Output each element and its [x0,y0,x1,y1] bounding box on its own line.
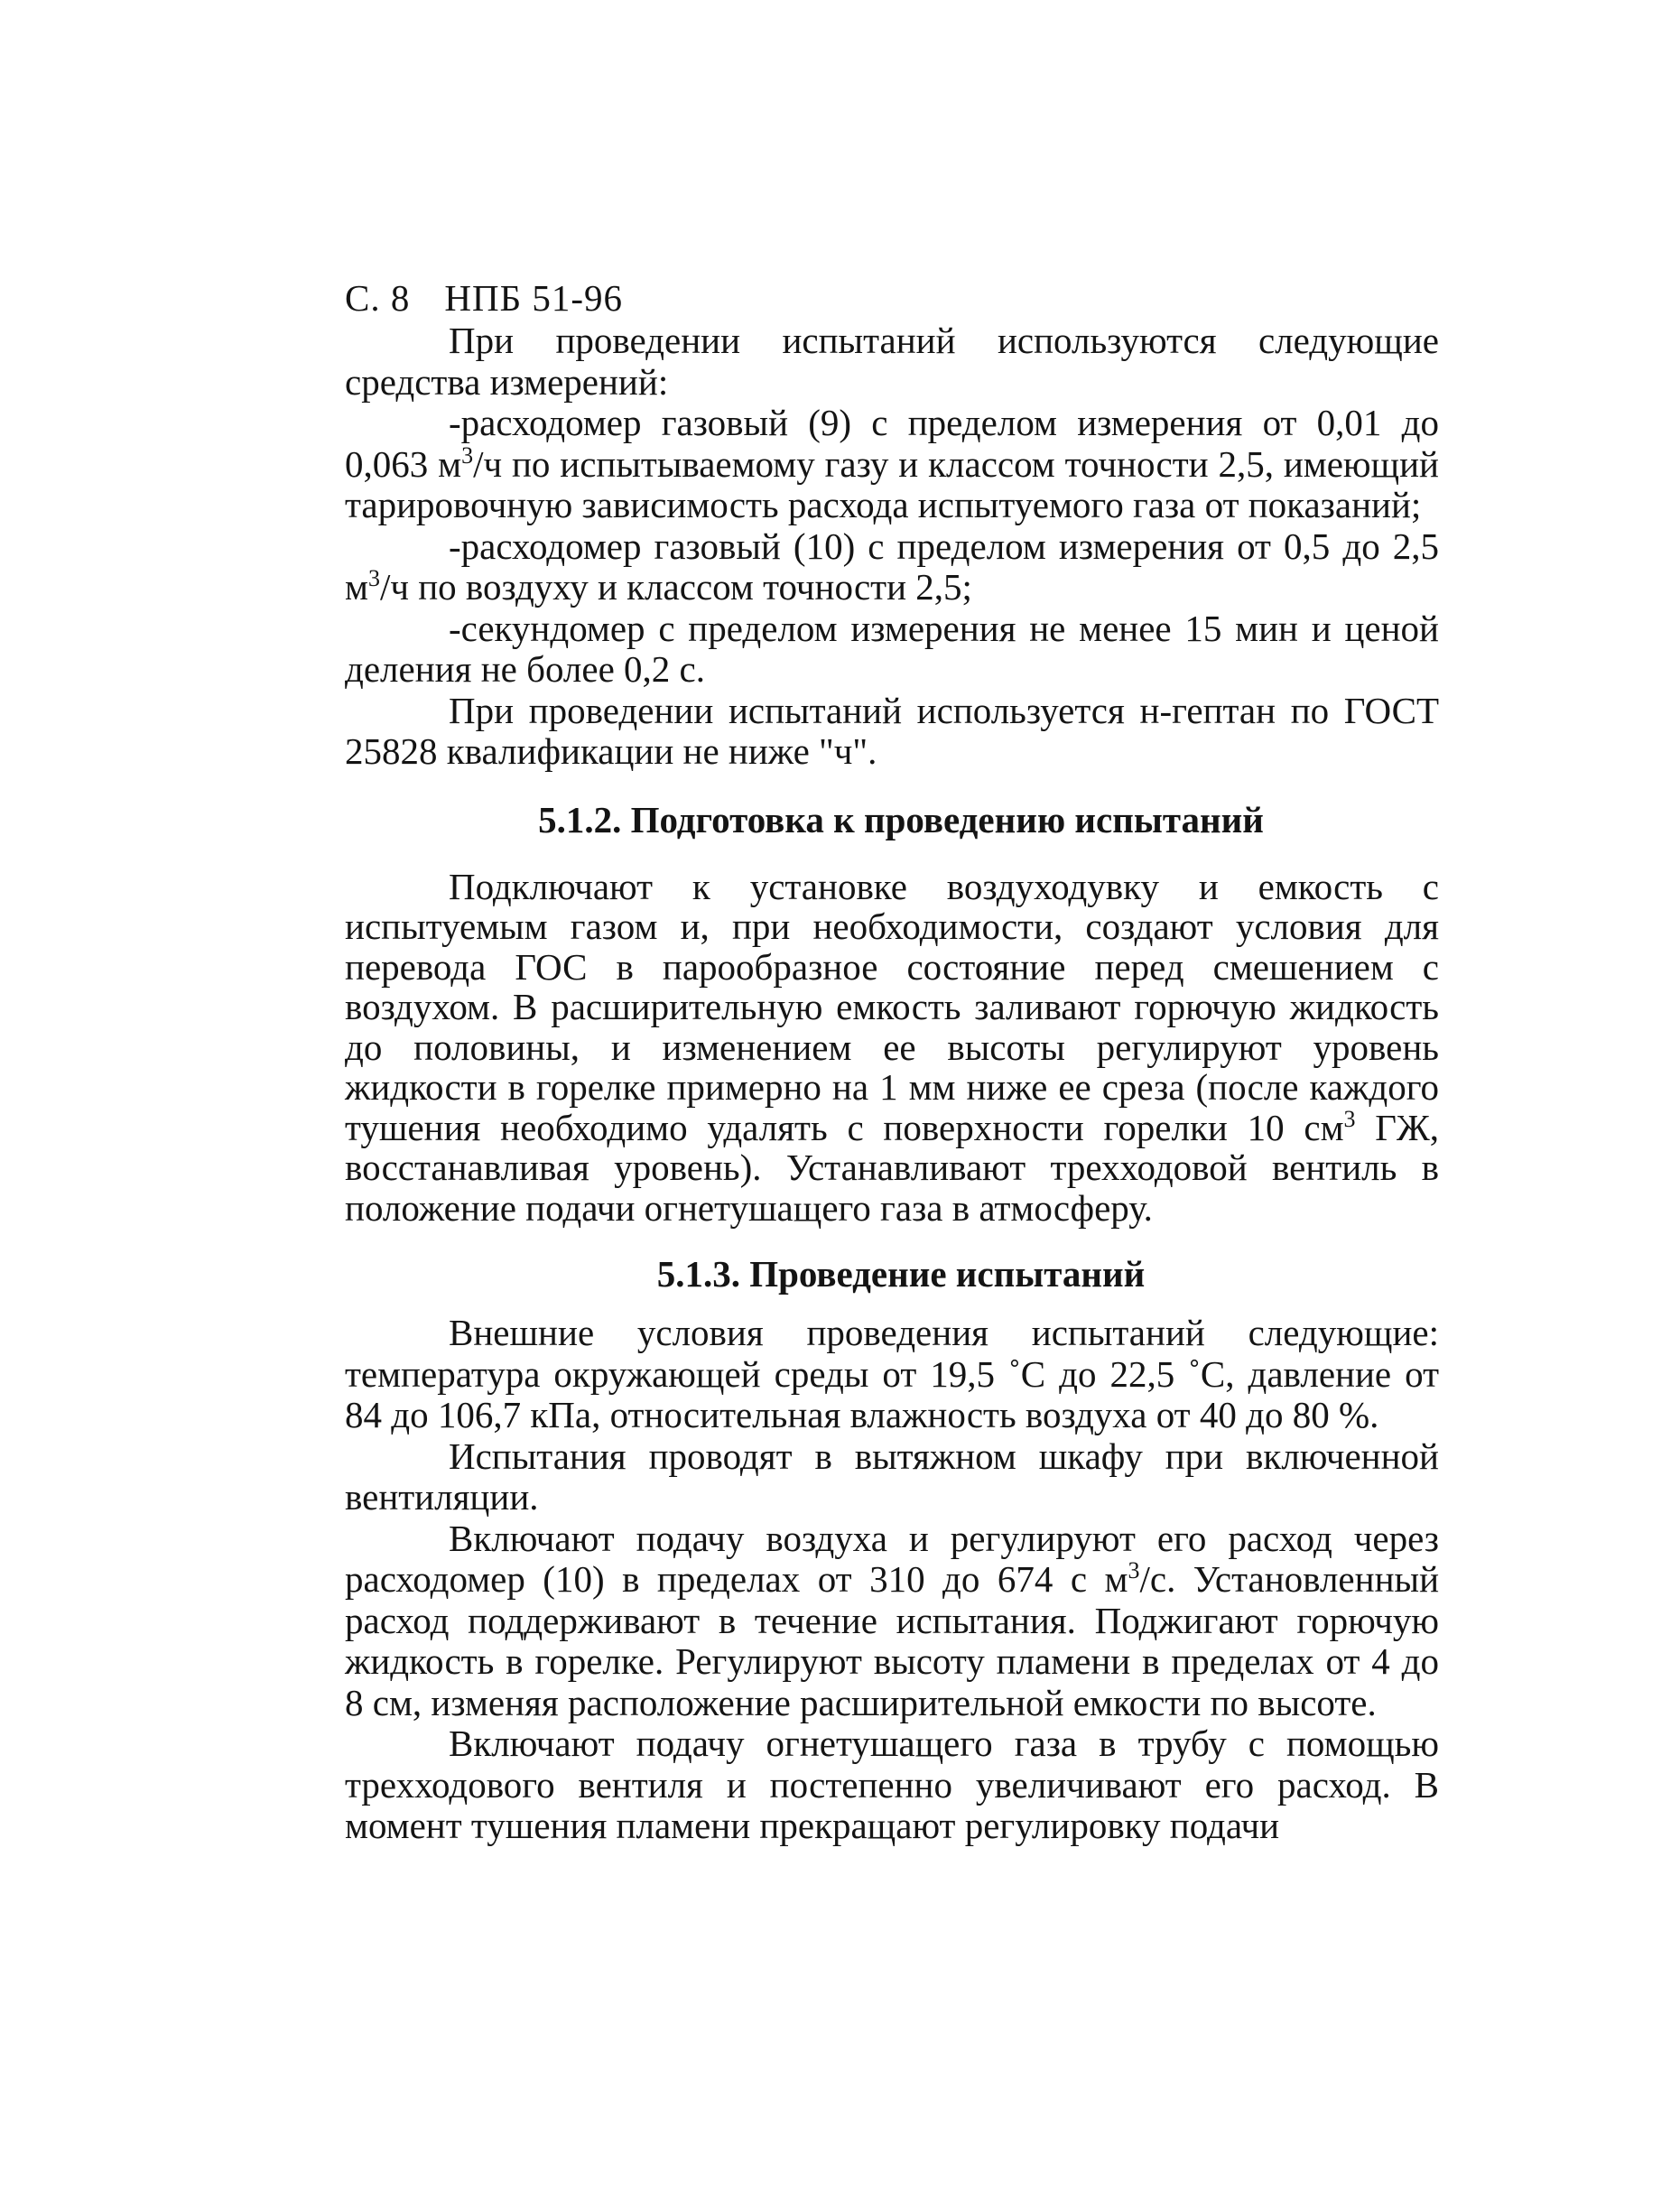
reagent-paragraph [345,691,1439,773]
preparation-text-part-2: ГЖ, восстанавливая уровень). Устанавливают трехходовой вентиль в положение подачи огнетушащего газа в атмосферу. [345,1106,1439,1229]
instrument-stopwatch [345,608,1439,691]
measurement-intro-paragraph [345,320,1439,403]
instrument-text-part-1: -расходомер газовый (9) с пределом измерения от 0,01 до 0,063 м [345,402,1439,485]
measurement-intro-text: При проведении испытаний используются следующие средства измерений: [345,320,1439,403]
conditions-text: Внешние условия проведения испытаний следующие: температура окружающей среды от 19,5 ˚С до 22,5 ˚С, давление от 84 до 106,7 кПа, относительная влажность воздуха от 40 до 80 %. [345,1312,1439,1435]
instrument-air-flowmeter-10 [345,526,1439,608]
instrument-text: -секундомер с пределом измерения не менее 15 мин и ценой деления не более 0,2 с. [345,607,1439,690]
superscript-3: 3 [367,565,380,591]
instrument-text-part-2: /ч по испытываемому газу и классом точности 2,5, имеющий тарировочную зависимость расхода испытуемого газа от показаний; [345,442,1439,525]
document-code: НПБ 51-96 [444,277,624,319]
instrument-gas-flowmeter-9 [345,403,1439,526]
preparation-paragraph [345,867,1439,1229]
preparation-text-part-1: Подключают к установке воздуходувку и емкость с испытуемым газом и, при необходимости, создают условия для перевода ГОС в парообразное состояние перед смешением с воздухом. В расширительную емкость заливают горючую жидкость до половины, и изменением ее высоты регулируют уровень жидкости в горелке примерно на 1 мм ниже ее среза (после каждого тушения необходимо удалять с поверхности горелки 10 см [345,865,1439,1148]
instrument-text-part-1: -расходомер газовый (10) с пределом измерения от 0,5 до 2,5 м [345,525,1439,608]
fume-hood-paragraph [345,1436,1439,1518]
gas-feed-text: Включают подачу огнетушащего газа в трубу с помощью трехходового вентиля и постепенно увеличивают его расход. В момент тушения пламени прекращают регулировку подачи [345,1722,1439,1846]
air-supply-text-part-1: Включают подачу воздуха и регулируют его расход через расходомер (10) в пределах от 310 до 674 с м [345,1517,1439,1600]
page-header [345,275,1439,320]
air-supply-paragraph [345,1518,1439,1724]
conditions-paragraph [345,1313,1439,1436]
superscript-3: 3 [461,441,474,469]
instrument-text-part-2: /ч по воздуху и классом точности 2,5; [379,566,972,608]
page-number: С. 8 [345,277,411,319]
superscript-3: 3 [1343,1105,1356,1132]
page-content [345,275,1439,1847]
section-heading-5-1-2: 5.1.2. Подготовка к проведению испытаний [538,798,1264,840]
superscript-3: 3 [1128,1557,1140,1583]
reagent-text: При проведении испытаний используется н-гептан по ГОСТ 25828 квалификации не ниже "ч". [345,689,1439,772]
gas-feed-paragraph [345,1723,1439,1847]
fume-hood-text: Испытания проводят в вытяжном шкафу при включенной вентиляции. [345,1435,1439,1518]
air-supply-text-part-2: /с. Установленный расход поддерживают в течение испытания. Поджигают горючую жидкость в горелке. Регулируют высоту пламени в пределах от 4 до 8 см, изменяя расположение расширительной емкости по высоте. [345,1558,1440,1723]
section-heading-5-1-3: 5.1.3. Проведение испытаний [656,1253,1146,1295]
